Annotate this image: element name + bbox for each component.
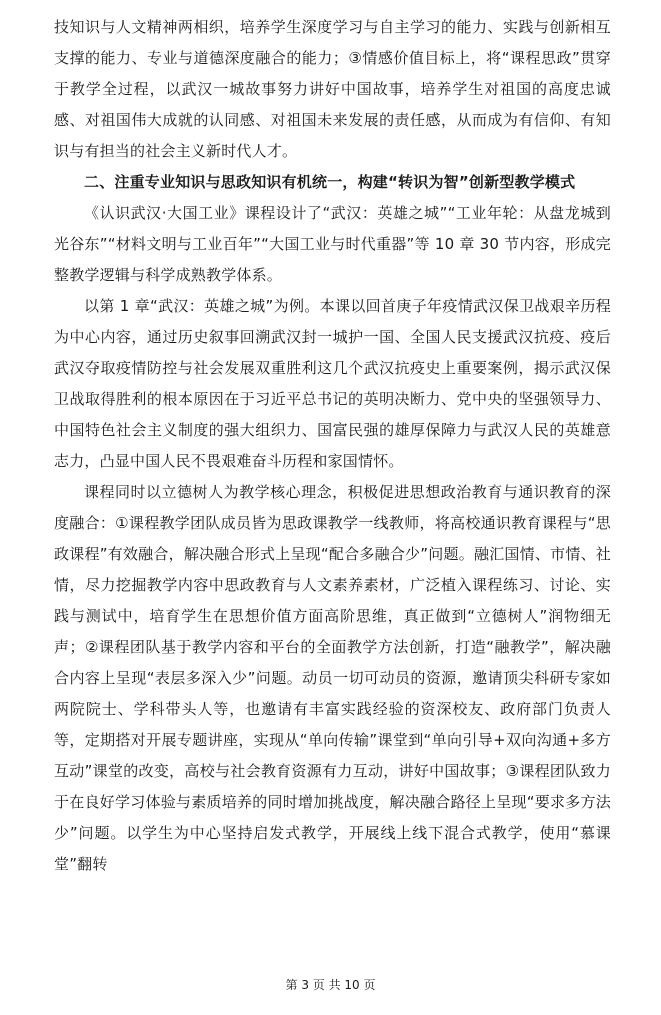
paragraph-moral-education: 课程同时以立德树人为教学核心理念，积极促进思想政治教育与通识教育的深度融合：①课程教学团队成员皆为思政课教学一线教师，将高校通识教育课程与“思政课程”有效融合，解决融合形式上呈现“配合多融合少”问题。融汇国情、市情、社情，尽力挖掘教学内容中思政教育与人文素养素材，广泛植入课程练习、讨论、实践与测试中，培育学生在思想价值方面高阶思维，真正做到“立德树人”润物细无声；②课程团队基于教学内容和平台的全面教学方法创新，打造“融教学”，解决融合内容上呈现“表层多深入少”问题。动员一切可动员的资源，邀请顶尖科研专家如两院院士、学科带头人等，也邀请有丰富实践经验的资深校友、政府部门负责人等，定期搭对开展专题讲座，实现从“单向传输”课堂到“单向引导+双向沟通+多方互动”课堂的改变，高校与社会教育资源有力互动，讲好中国故事；③课程团队致力于在良好学习体验与素质培养的同时增加挑战度，解决融合路径上呈现“要求多方法少”问题。以学生为中心坚持启发式教学，开展线上线下混合式教学，使用“慕课堂”翻转: [54, 483, 611, 873]
paragraph-chapter-example: 以第 1 章“武汉：英雄之城”为例。本课以回首庚子年疫情武汉保卫战艰辛历程为中心内容，通过历史叙事回溯武汉封一城护一国、全国人民支援武汉抗疫、疫后武汉夺取疫情防控与社会发展双重胜利这几个武汉抗疫史上重要案例，揭示武汉保卫战取得胜利的根本原因在于习近平总书记的英明决断力、党中央的坚强领导力、中国特色社会主义制度的强大组织力、国富民强的雄厚保障力与武汉人民的英雄意志力，凸显中国人民不畏艰难奋斗历程和家国情怀。: [54, 297, 611, 470]
page-number: 第 3 页 共 10 页: [285, 978, 376, 992]
paragraph-course-design: 《认识武汉·大国工业》课程设计了“武汉：英雄之城”“工业年轮：从盘龙城到光谷东”“材料文明与工业百年”“大国工业与时代重器”等 10 章 30 节内容，形成完整教学逻辑与科学成熟教学体系。: [54, 204, 611, 284]
paragraph-continuation: 技知识与人文精神两相织，培养学生深度学习与自主学习的能力、实践与创新相互支撑的能力、专业与道德深度融合的能力；③情感价值目标上，将“课程思政”贯穿于教学全过程，以武汉一城故事努力讲好中国故事，培养学生对祖国的高度忠诚感、对祖国伟大成就的认同感、对祖国未来发展的责任感，从而成为有信仰、有知识与有担当的社会主义新时代人才。: [54, 18, 611, 160]
section-heading: 二、注重专业知识与思政知识有机统一，构建“转识为智”创新型教学模式: [84, 173, 576, 191]
document-page: [54, 12, 611, 880]
